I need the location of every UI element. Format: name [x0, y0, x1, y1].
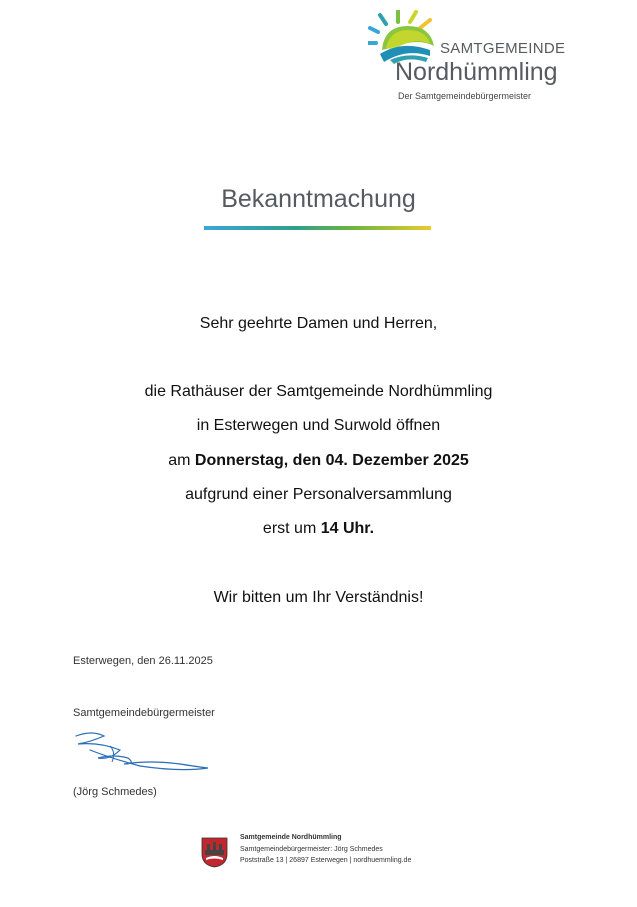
samtgemeinde-logo: [368, 10, 578, 105]
body-line-2: in Esterwegen und Surwold öffnen: [196, 417, 441, 434]
body-line-1: die Rathäuser der Samtgemeinde Nordhümmling: [144, 383, 493, 400]
place-date: Esterwegen, den 26.11.2025: [73, 655, 213, 667]
heading-gradient-bar: [204, 226, 431, 230]
coat-of-arms-icon: [201, 836, 228, 868]
logo-title-line: SAMTGEMEINDE: [440, 40, 566, 57]
body-line-3: [0, 452, 637, 470]
greeting: Sehr geehrte Damen und Herren,: [199, 315, 438, 332]
footer-address: Poststraße 13 | 26897 Esterwegen | nordhuemmling.de: [240, 857, 412, 864]
body-line-5-prefix: erst um: [262, 520, 321, 537]
closing-line: Wir bitten um Ihr Verständnis!: [213, 589, 424, 606]
signature-icon: [70, 728, 215, 776]
opening-time: 14 Uhr.: [320, 520, 375, 537]
announcement-date: Donnerstag, den 04. Dezember 2025: [194, 452, 469, 469]
footer-org: Samtgemeinde Nordhümmling: [240, 834, 342, 841]
logo-name-line: Nordhümmling: [395, 58, 558, 86]
footer-mayor: Samtgemeindebürgermeister: Jörg Schmedes: [240, 846, 383, 853]
body-line-5: [0, 520, 637, 538]
logo-subtitle: Der Samtgemeindebürgermeister: [398, 91, 532, 101]
body-line-3-prefix: am: [168, 452, 195, 469]
body-line-4: aufgrund einer Personalversammlung: [185, 486, 452, 503]
page-title: Bekanntmachung: [221, 185, 416, 213]
signer-title: Samtgemeindebürgermeister: [73, 707, 215, 719]
signer-name: (Jörg Schmedes): [73, 786, 157, 798]
